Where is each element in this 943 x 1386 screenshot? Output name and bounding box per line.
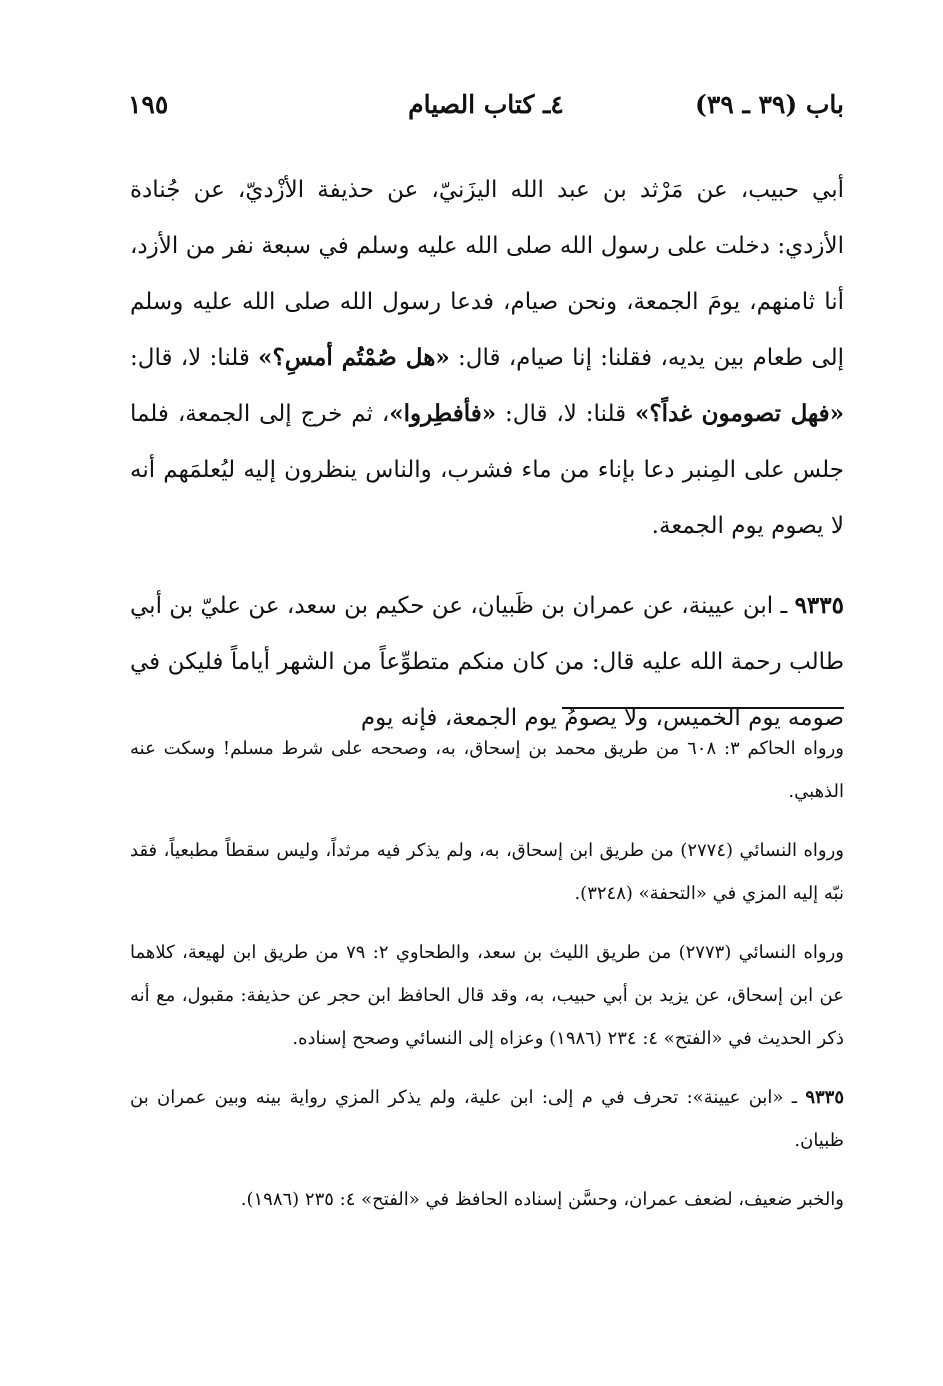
footnotes bbox=[130, 727, 844, 1237]
text-segment: قلنا: لا، قال: bbox=[130, 345, 259, 371]
footnote: ورواه النسائي (٢٧٧٤) من طريق ابن إسحاق، به، ولم يذكر فيه مرثداً، وليس سقطاً مطبعياً، فقد نبّه إليه المزي في «التحفة» (٣٢٤٨). bbox=[130, 840, 845, 904]
text-segment: أبي حبيب، عن مَرْثد بن عبد الله اليزَنيّ، عن حذيفة الأزْديّ، عن جُنادة الأزدي: دخلت على رسول الله صلى الله عليه وسلم في سبعة نفر من الأزد، أنا ثامنهم، يومَ الجمعة، ونحن صيام، فدعا رسول الله صلى الله عليه وسلم إلى طعام بين يديه، فقلنا: إنا صيام، قال: bbox=[130, 177, 844, 371]
footnote-separator bbox=[562, 707, 844, 709]
hadith-continuation-paragraph bbox=[130, 162, 844, 554]
footnote: ورواه الحاكم ٣: ٦٠٨ من طريق محمد بن إسحاق، به، وصححه على شرط مسلم! وسكت عنه الذهبي. bbox=[130, 738, 844, 802]
hadith-paragraph-9335 bbox=[130, 578, 844, 746]
chapter-section-label: باب (٣٩ ـ ٣٩) bbox=[695, 90, 844, 119]
main-text bbox=[130, 162, 844, 746]
page-number: ١٩٥ bbox=[128, 90, 169, 119]
prophet-quote-1: «هل صُمْتُم أمسِ؟» bbox=[258, 344, 450, 371]
text-segment: ، ثم خرج إلى الجمعة، فلما جلس على المِنبر دعا بإناء من ماء فشرب، والناس ينظرون إليه ليُعلمَهم أنه لا يصوم يوم الجمعة. bbox=[130, 401, 844, 539]
footnote-hadith-number: ٩٣٣٥ bbox=[805, 1087, 844, 1108]
running-header bbox=[128, 80, 844, 130]
footnote-text: ـ «ابن عيينة»: تحرف في م إلى: ابن علية، ولم يذكر المزي رواية بينه وبين عمران بن ظبيان. bbox=[130, 1087, 844, 1151]
footnote bbox=[130, 1076, 844, 1162]
text-segment: قلنا: لا، قال: bbox=[496, 401, 635, 427]
hadith-text: ـ ابن عيينة، عن عمران بن ظَبيان، عن حكيم بن سعد، عن عليّ بن أبي طالب رحمة الله عليه قال: من كان منكم متطوِّعاً من الشهر أياماً فليكن في صومه يوم الخميس، ولا يصومُ يوم الجمعة، فإنه يوم bbox=[130, 593, 844, 731]
hadith-number: ٩٣٣٥ bbox=[794, 592, 844, 619]
book-title: ٤ـ كتاب الصيام bbox=[408, 90, 564, 119]
prophet-quote-3: «فأفطِروا» bbox=[389, 400, 497, 427]
footnote: والخبر ضعيف، لضعف عمران، وحسَّن إسناده الحافظ في «الفتح» ٤: ٢٣٥ (١٩٨٦). bbox=[240, 1189, 844, 1210]
prophet-quote-2: «فهل تصومون غداً؟» bbox=[635, 400, 844, 427]
footnote: ورواه النسائي (٢٧٧٣) من طريق الليث بن سعد، والطحاوي ٢: ٧٩ من طريق ابن لهيعة، كلاهما عن ابن إسحاق، عن يزيد بن أبي حبيب، به، وقد قال الحافظ ابن حجر عن حذيفة: مقبول، مع أنه ذكر الحديث في «الفتح» ٤: ٢٣٤ (١٩٨٦) وعزاه إلى النسائي وصحح إسناده. bbox=[130, 942, 844, 1049]
